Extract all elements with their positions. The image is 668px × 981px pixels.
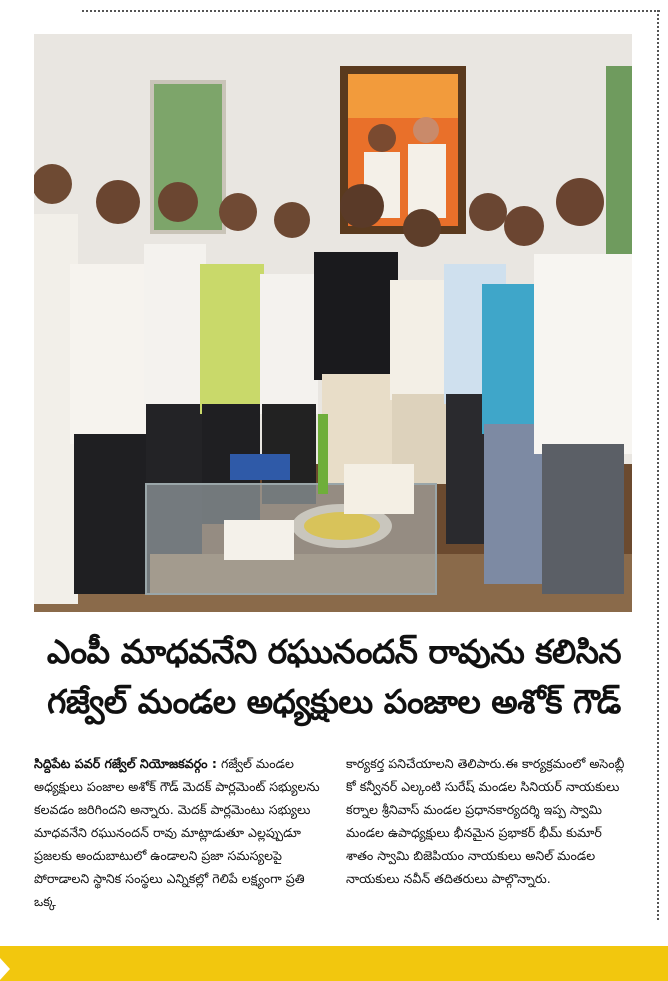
article-column-left <box>34 752 320 913</box>
footer-band-notch <box>0 958 10 980</box>
headline-line-2: గజ్వేల్ మండల అధ్యక్షులు పంజాల అశోక్ గౌడ్ <box>47 682 621 721</box>
article-body-left: గజ్వేల్ మండల అధ్యక్షులు పంజాల అశోక్ గౌడ్ మెదక్ పార్లమెంట్ సభ్యులను కలవడం జరిగిందని అన్నారు. మెదక్ పార్లమెంటు సభ్యులు మాధవనేని రఘునందన్ రావు మాట్లాడుతూ ఎల్లప్పుడూ ప్రజలకు అందుబాటులో ఉండాలని ప్రజా సమస్యలపై పోరాడాలని స్థానిక సంస్థలు ఎన్నికల్లో గెలిపే లక్ష్యంగా ప్రతి ఒక్క <box>34 756 320 909</box>
article-dateline: సిద్దిపేట పవర్ గజ్వేల్ నియోజకవర్గం : <box>34 756 217 771</box>
dotted-border-right <box>657 10 659 920</box>
news-photo <box>34 34 632 612</box>
article-body-right: కార్యకర్త పనిచేయాలని తెలిపారు.ఈ కార్యక్రమంలో అసెంబ్లీ కో కన్వీనర్ ఎల్కంటి సురేష్ మండల సినియర్ నాయకులు కర్నాల శ్రీనివాస్ మండల ప్రధానకార్యదర్శి ఇప్ప స్వామి మండల ఉపాధ్యక్షులు భీనమైన ప్రభాకర్ భీమ్ కుమార్ శాతం స్వామి బిజెపియం నాయకులు అనిల్ మండల నాయకులు నవీన్ తదితరులు పాల్గొన్నారు. <box>346 756 625 886</box>
headline-line-1: ఎంపీ మాధవనేని రఘునందన్ రావును కలిసిన <box>46 632 622 671</box>
article-column-right <box>346 752 632 890</box>
footer-band <box>0 946 668 981</box>
dotted-border-top <box>82 10 660 12</box>
